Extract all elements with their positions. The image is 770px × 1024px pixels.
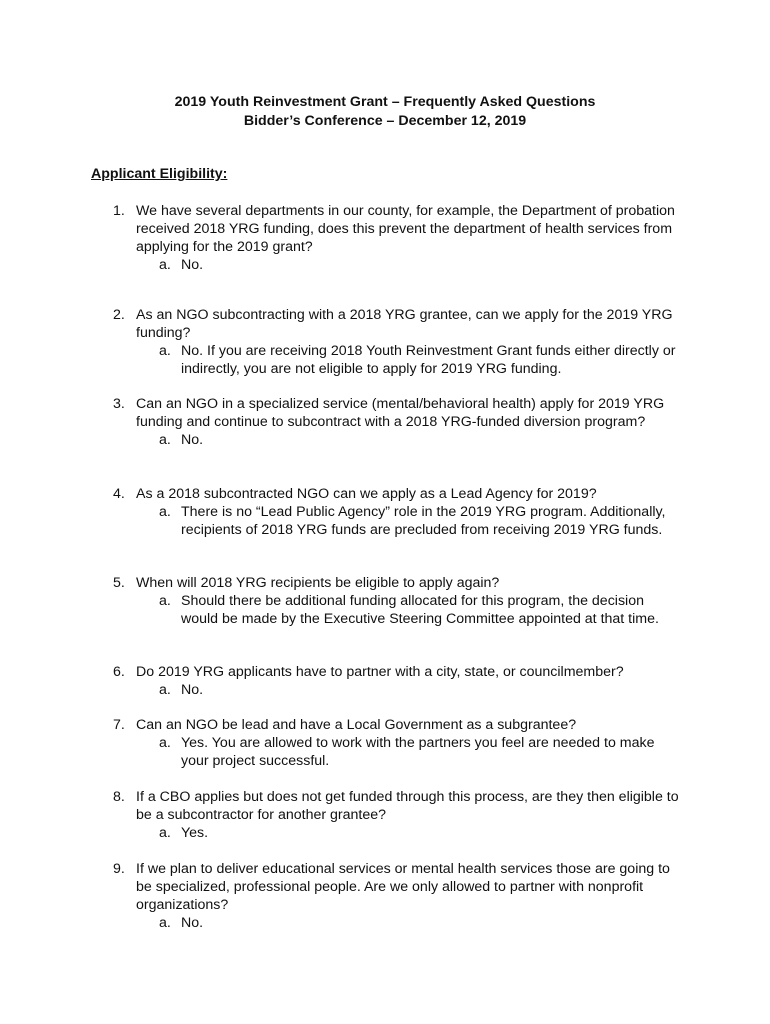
answer <box>159 431 681 449</box>
answer-letter: a. <box>159 682 171 698</box>
answer-text: Should there be additional funding allocated for this program, the decision would be made by the Executive Steering Committee appointed at that time. <box>181 593 659 627</box>
answer <box>159 824 681 842</box>
document-title <box>0 93 770 131</box>
title-line-2: Bidder’s Conference – December 12, 2019 <box>243 113 527 129</box>
question-number: 2. <box>113 307 125 323</box>
question-text: We have several departments in our county, for example, the Department of probation received 2018 YRG funding, does this prevent the department of health services from applying for the 2019 grant? <box>136 203 675 255</box>
answer-letter: a. <box>159 735 171 751</box>
question-text: When will 2018 YRG recipients be eligible to apply again? <box>136 575 500 591</box>
answer <box>159 256 681 274</box>
answer-letter: a. <box>159 915 171 931</box>
question-text: Can an NGO be lead and have a Local Government as a subgrantee? <box>136 717 577 733</box>
question-number: 3. <box>113 396 125 412</box>
question-text: As a 2018 subcontracted NGO can we apply as a Lead Agency for 2019? <box>136 486 597 502</box>
question-text: As an NGO subcontracting with a 2018 YRG grantee, can we apply for the 2019 YRG funding? <box>136 307 673 341</box>
answer-letter: a. <box>159 593 171 609</box>
answer <box>159 914 681 932</box>
question-text: Can an NGO in a specialized service (mental/behavioral health) apply for 2019 YRG funding and continue to subcontract with a 2018 YRG-funded diversion program? <box>136 396 665 430</box>
answer-letter: a. <box>159 504 171 520</box>
answer <box>159 342 681 378</box>
answer-text: No. If you are receiving 2018 Youth Reinvestment Grant funds either directly or indirectly, you are not eligible to apply for 2019 YRG funding. <box>181 343 676 377</box>
question-text: If a CBO applies but does not get funded through this process, are they then eligible to be a subcontractor for another grantee? <box>136 789 679 823</box>
answer-text: No. <box>181 257 204 273</box>
answer-letter: a. <box>159 343 171 359</box>
question-number: 9. <box>113 861 125 877</box>
question-number: 1. <box>113 203 125 219</box>
question-text: If we plan to deliver educational services or mental health services those are going to be specialized, professional people. Are we only allowed to partner with nonprofit organizations? <box>136 861 670 913</box>
answer <box>159 681 681 699</box>
answer-text: No. <box>181 432 204 448</box>
question-number: 6. <box>113 664 125 680</box>
answer-text: Yes. <box>181 825 209 841</box>
answer-text: Yes. You are allowed to work with the partners you feel are needed to make your project successful. <box>181 735 655 769</box>
answer-letter: a. <box>159 825 171 841</box>
answer-letter: a. <box>159 257 171 273</box>
answer-text: No. <box>181 682 204 698</box>
title-line-1: 2019 Youth Reinvestment Grant – Frequently Asked Questions <box>174 94 596 110</box>
answer <box>159 734 681 770</box>
question-number: 5. <box>113 575 125 591</box>
answer <box>159 592 681 628</box>
question-text: Do 2019 YRG applicants have to partner with a city, state, or councilmember? <box>136 664 624 680</box>
section-heading: Applicant Eligibility: <box>91 166 228 182</box>
answer <box>159 503 681 539</box>
answer-text: No. <box>181 915 204 931</box>
answer-letter: a. <box>159 432 171 448</box>
question-number: 7. <box>113 717 125 733</box>
question-number: 8. <box>113 789 125 805</box>
question-number: 4. <box>113 486 125 502</box>
answer-text: There is no “Lead Public Agency” role in the 2019 YRG program. Additionally, recipients of 2018 YRG funds are precluded from receiving 2019 YRG funds. <box>181 504 666 538</box>
